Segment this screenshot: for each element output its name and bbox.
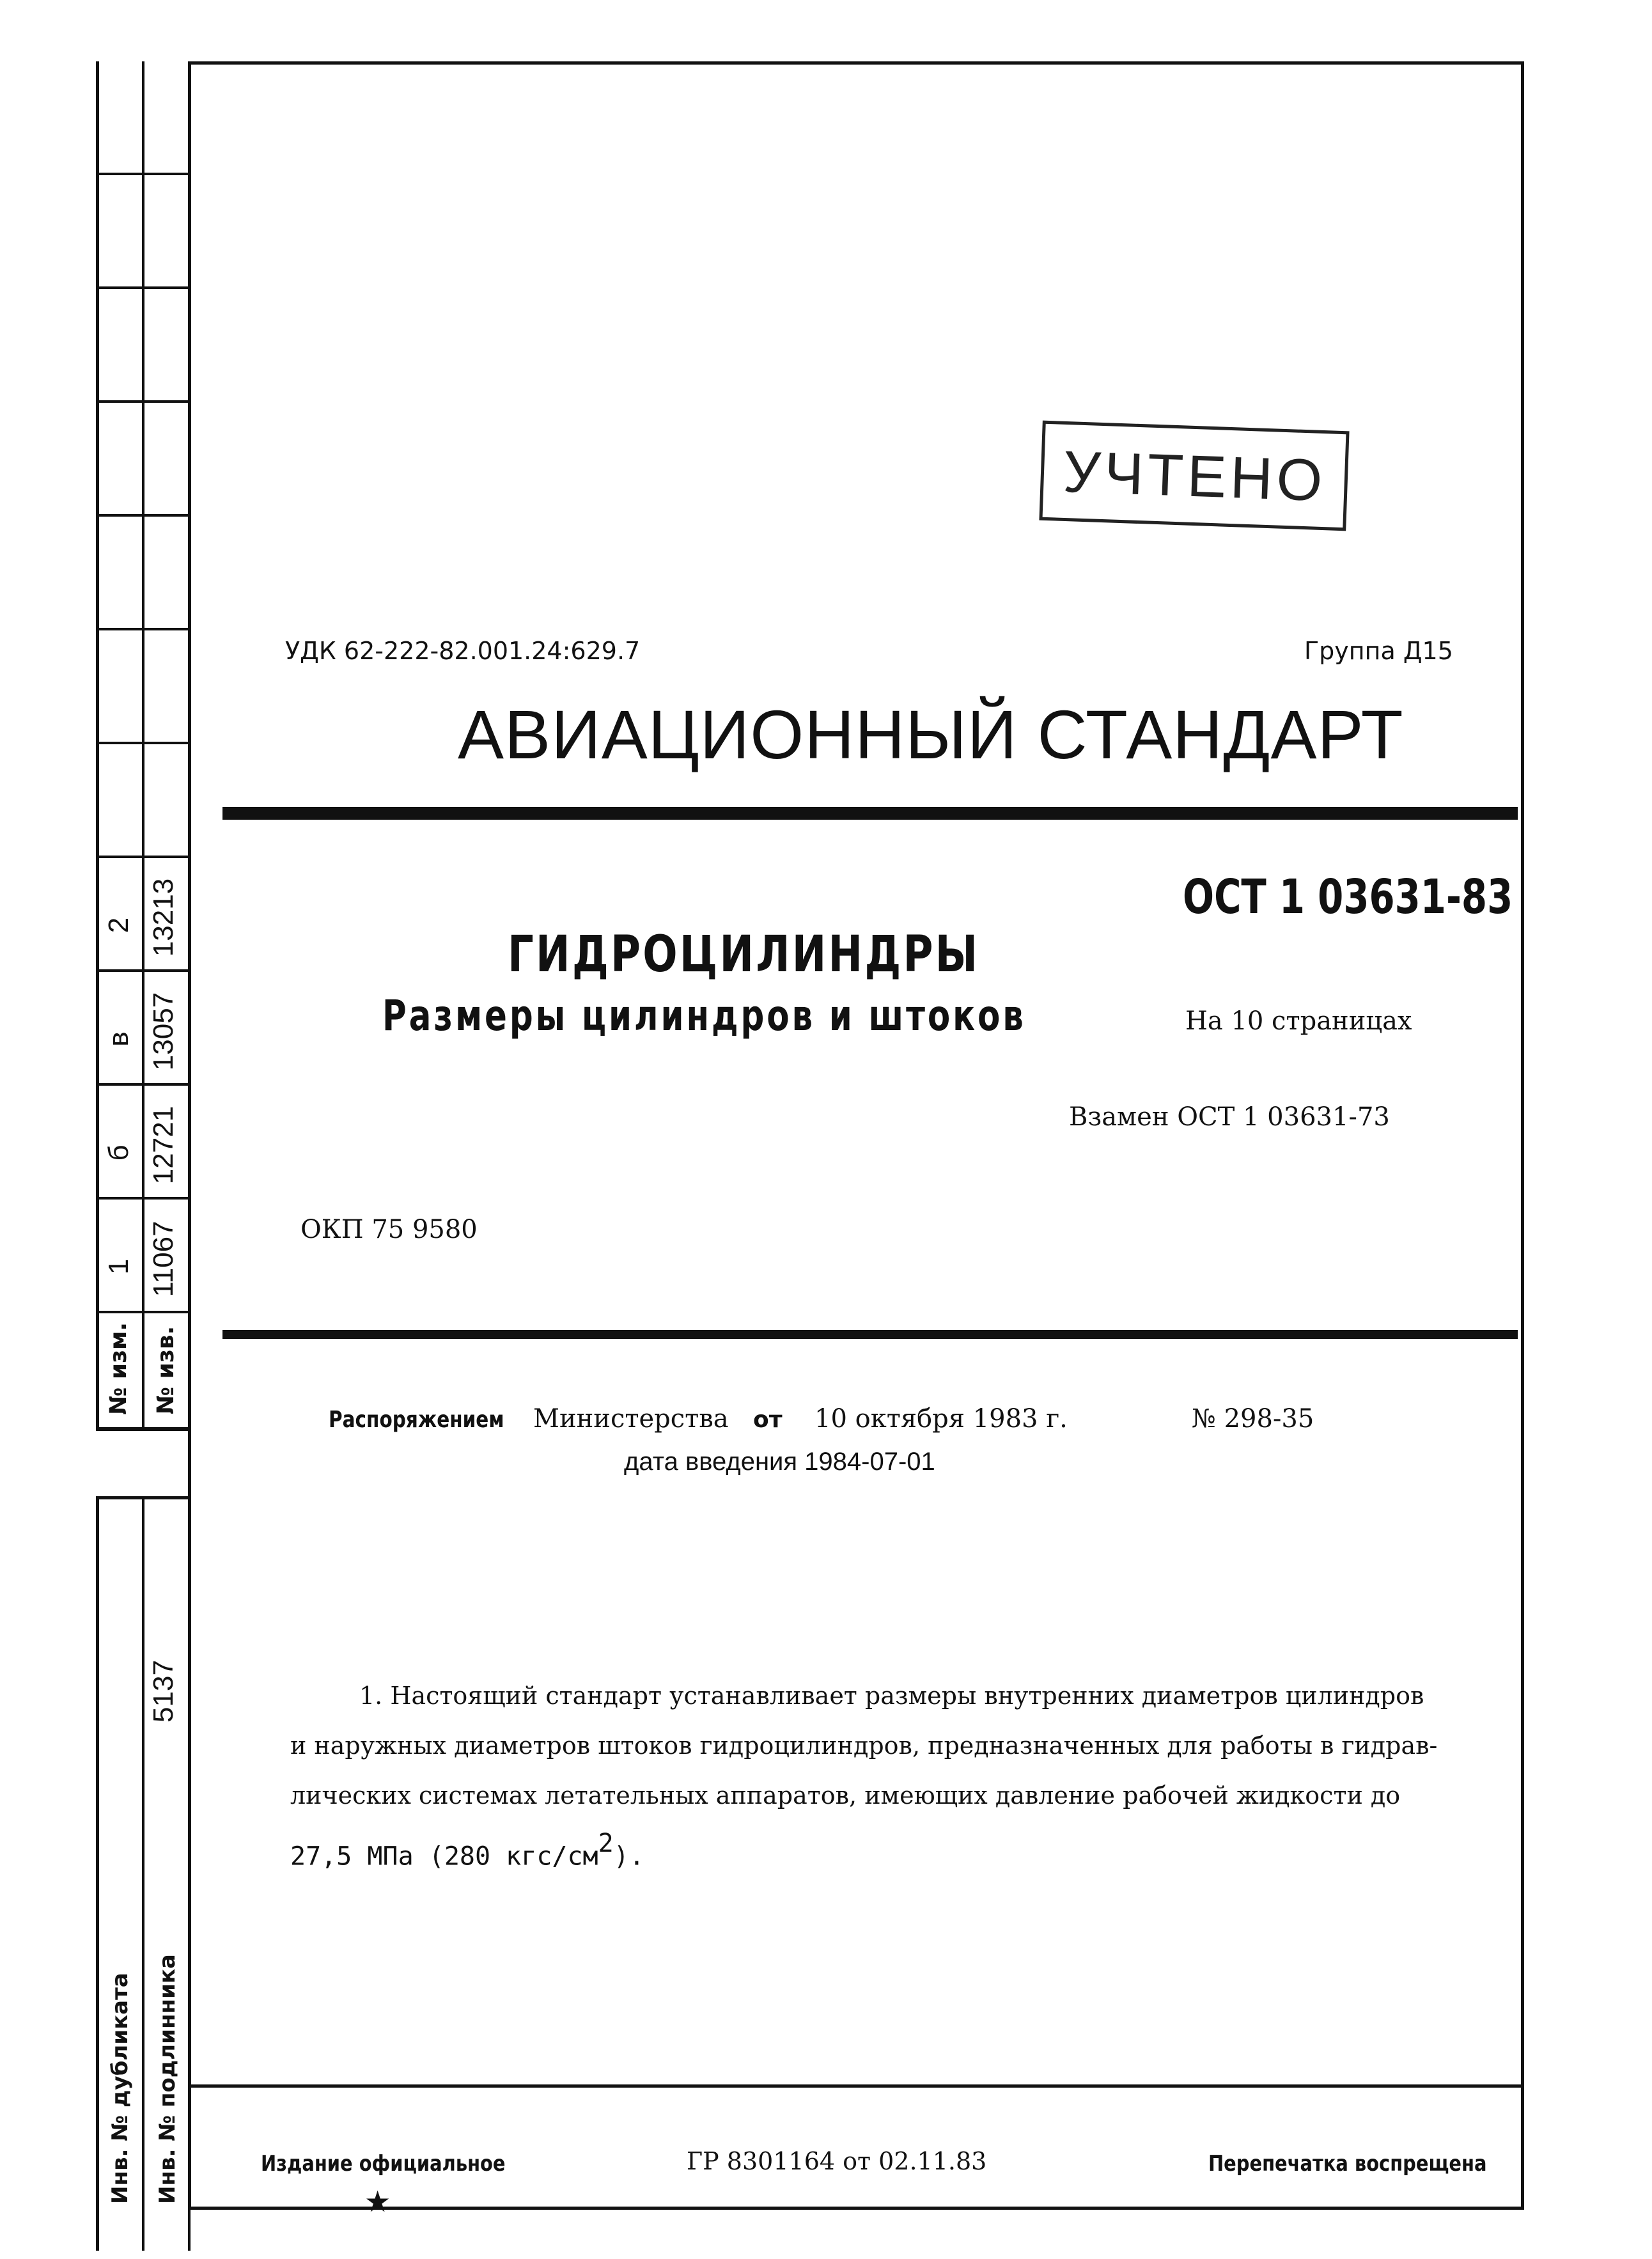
side-izm-1: 1	[103, 1258, 134, 1275]
order-ministry: Министерства	[533, 1404, 729, 1434]
side-lower-col2: Инв. № подлинника	[155, 1954, 180, 2204]
udk-code: УДК 62-222-82.001.24:629.7	[285, 637, 641, 665]
side-row-divider	[96, 173, 191, 175]
side-header-izv: № изв.	[153, 1325, 179, 1415]
bottom-rule	[188, 2084, 1524, 2088]
edition-label: Издание официальное	[261, 2151, 506, 2177]
body-line-4	[290, 1829, 644, 1872]
side-izv-12721: 12721	[148, 1106, 179, 1185]
page-frame	[188, 61, 1524, 2210]
side-header-izm: № изм.	[105, 1322, 132, 1415]
body-line-2: и наружных диаметров штоков гидроцилиндров, предназначенных для работы в гидрав-	[290, 1731, 1438, 1760]
body-line-4-end: ).	[613, 1841, 644, 1872]
order-number: № 298-35	[1192, 1404, 1314, 1434]
doc-replaces: Взамен ОСТ 1 03631-73	[1069, 1102, 1390, 1132]
side-izm-b: б	[103, 1145, 134, 1161]
side-izv-11067: 11067	[148, 1221, 179, 1297]
order-date: 10 октября 1983 г.	[814, 1404, 1068, 1434]
side-row-divider	[96, 514, 191, 517]
side-izm-2: 2	[103, 917, 134, 934]
intro-date: дата введения 1984-07-01	[624, 1448, 935, 1476]
group-label: Группа Д15	[1304, 637, 1453, 665]
standard-title: АВИАЦИОННЫЙ СТАНДАРТ	[458, 696, 1404, 773]
side-row-divider	[96, 856, 191, 858]
doc-okp: ОКП 75 9580	[300, 1215, 478, 1244]
side-row-divider	[96, 1427, 191, 1431]
body-line-4-main: 27,5 МПа (280 кгс/см	[290, 1841, 598, 1872]
side-lower-col1: Инв. № дубликата	[107, 1973, 133, 2204]
order-label: Распоряжением	[329, 1407, 504, 1433]
side-lower-value: 5137	[148, 1660, 179, 1723]
body-line-1: 1. Настоящий стандарт устанавливает размеры внутренних диаметров цилиндров	[359, 1682, 1424, 1710]
side-izm-v: в	[103, 1031, 134, 1047]
side-row-divider	[96, 286, 191, 289]
side-row-divider	[96, 400, 191, 403]
doc-code: ОСТ 1 03631-83	[1183, 870, 1513, 925]
side-row-divider	[96, 742, 191, 744]
mid-rule	[222, 1330, 1518, 1339]
gr-number: ГР 8301164 от 02.11.83	[687, 2147, 987, 2175]
doc-pages: На 10 страницах	[1185, 1006, 1412, 1036]
star-icon: ★	[364, 2184, 391, 2219]
side-row-divider	[96, 628, 191, 630]
reprint-label: Перепечатка воспрещена	[1208, 2151, 1487, 2177]
title-rule	[222, 807, 1518, 820]
order-from: от	[753, 1407, 783, 1433]
doc-subtitle: Размеры цилиндров и штоков	[382, 991, 1026, 1040]
accounted-stamp	[1039, 421, 1349, 531]
body-line-4-sup: 2	[598, 1829, 614, 1858]
stamp-text: УЧТЕНО	[1062, 439, 1327, 514]
doc-title: ГИДРОЦИЛИНДРЫ	[508, 926, 980, 983]
side-izv-13057: 13057	[148, 992, 179, 1071]
body-line-3: лических системах летательных аппаратов, имеющих давление рабочей жидкости до	[290, 1781, 1401, 1810]
side-izv-13213: 13213	[148, 878, 179, 957]
